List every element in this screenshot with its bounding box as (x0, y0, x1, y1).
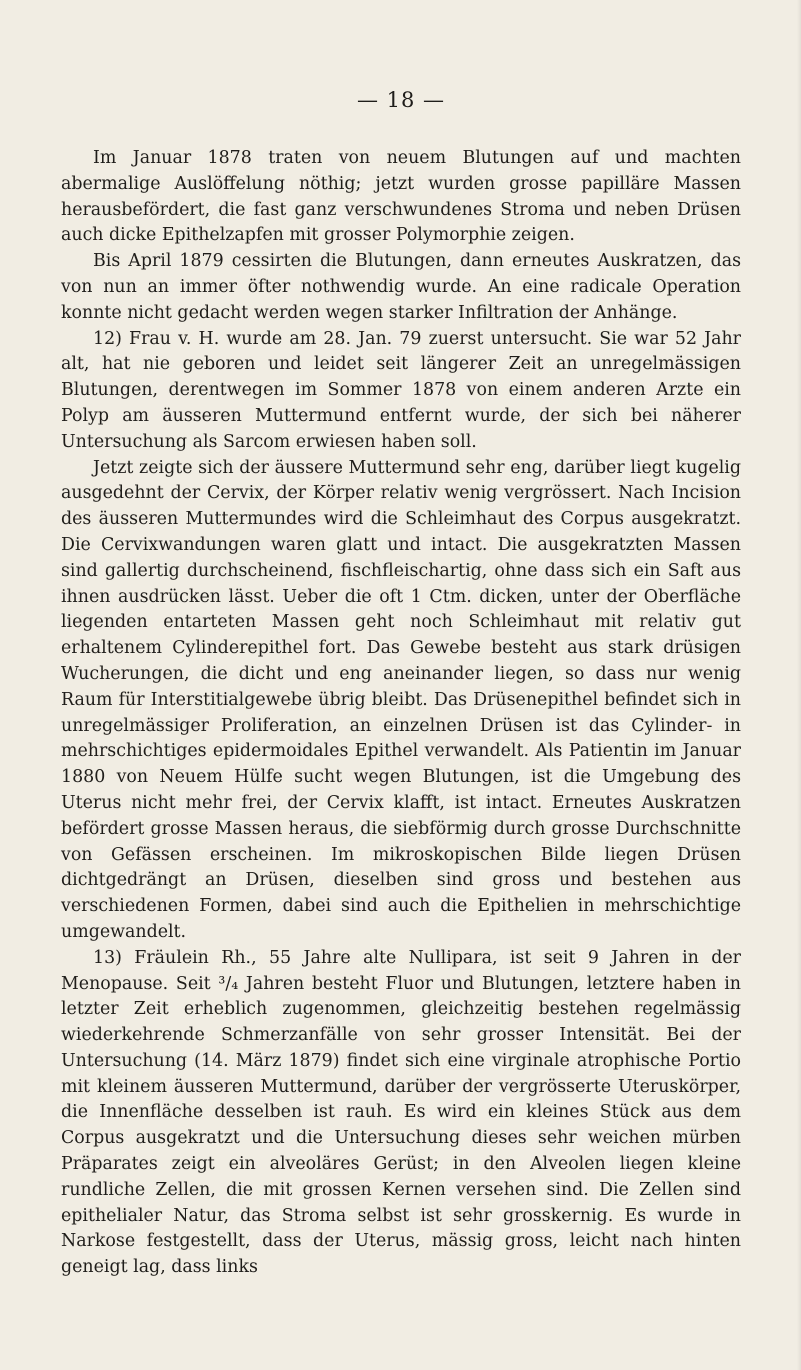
paragraph-1: Im Januar 1878 traten von neuem Blutungen auf und machten abermalige Auslöffelung nöthig; jetzt wurden grosse papilläre Massen herausbefördert, die fast ganz verschwundenes Stroma und neben Drüsen auch dicke Epithelzapfen mit grosser Polymorphie zeigen. (61, 148, 741, 246)
scan-edge-shadow (797, 0, 801, 1370)
paragraph-2: Bis April 1879 cessirten die Blutungen, dann erneutes Auskratzen, das von nun an immer öfter nothwendig wurde. An eine radicale Operation konnte nicht gedacht werden wegen starker Infiltration der Anhänge. (61, 251, 741, 323)
page-number: — 18 — (356, 88, 446, 112)
paragraph-case-13: 13) Fräulein Rh., 55 Jahre alte Nullipara, ist seit 9 Jahren in der Menopause. Seit ³/₄ Jahren besteht Fluor und Blutungen, letztere haben in letzter Zeit erheblich zugenommen, gleichzeitig bestehen regelmässig wiederkehrende Schmerzanfälle von sehr grosser Intensität. Bei der Untersuchung (14. März 1879) findet sich eine virginale atrophische Portio mit kleinem äusseren Muttermund, darüber der vergrösserte Uteruskörper, die Innenfläche desselben ist rauh. Es wird ein kleines Stück aus dem Corpus ausgekratzt und die Untersuchung dieses sehr weichen mürben Präparates zeigt ein alveoläres Gerüst; in den Alveolen liegen kleine rundliche Zellen, die mit grossen Kernen versehen sind. Die Zellen sind epithelialer Natur, das Stroma selbst ist sehr grosskernig. Es wurde in Narkose festgestellt, dass der Uterus, mässig gross, leicht nach hinten geneigt lag, dass links (61, 947, 741, 1278)
paragraph-case-12: 12) Frau v. H. wurde am 28. Jan. 79 zuerst untersucht. Sie war 52 Jahr alt, hat nie geboren und leidet seit längerer Zeit an unregelmässigen Blutungen, derentwegen im Sommer 1878 von einem anderen Arzte ein Polyp am äusseren Muttermund entfernt wurde, der sich bei näherer Untersuchung als Sarcom erwiesen haben soll. (61, 328, 741, 452)
body-text (61, 146, 741, 1281)
paragraph-case-12-findings: Jetzt zeigte sich der äussere Muttermund sehr eng, darüber liegt kugelig ausgedehnt der Cervix, der Körper relativ wenig vergrössert. Nach Incision des äusseren Muttermundes wird die Schleimhaut des Corpus ausgekratzt. Die Cervixwandungen waren glatt und intact. Die ausgekratzten Massen sind gallertig durchscheinend, fischfleischartig, ohne dass sich ein Saft aus ihnen ausdrücken lässt. Ueber die oft 1 Ctm. dicken, unter der Oberfläche liegenden entarteten Massen geht noch Schleimhaut mit relativ gut erhaltenem Cylinderepithel fort. Das Gewebe besteht aus stark drüsigen Wucherungen, die dicht und eng aneinander liegen, so dass nur wenig Raum für Interstitialgewebe übrig bleibt. Das Drüsenepithel befindet sich in unregelmässiger Proliferation, an einzelnen Drüsen ist das Cylinder- in mehrschichtiges epidermoidales Epithel verwandelt. Als Patientin im Januar 1880 von Neuem Hülfe sucht wegen Blutungen, ist die Umgebung des Uterus nicht mehr frei, der Cervix klafft, ist intact. Erneutes Auskratzen befördert grosse Massen heraus, die siebförmig durch grosse Durchschnitte von Gefässen erscheinen. Im mikroskopischen Bilde liegen Drüsen dichtgedrängt an Drüsen, dieselben sind gross und bestehen aus verschiedenen Formen, dabei sind auch die Epithelien in mehrschichtige umgewandelt. (61, 457, 741, 942)
